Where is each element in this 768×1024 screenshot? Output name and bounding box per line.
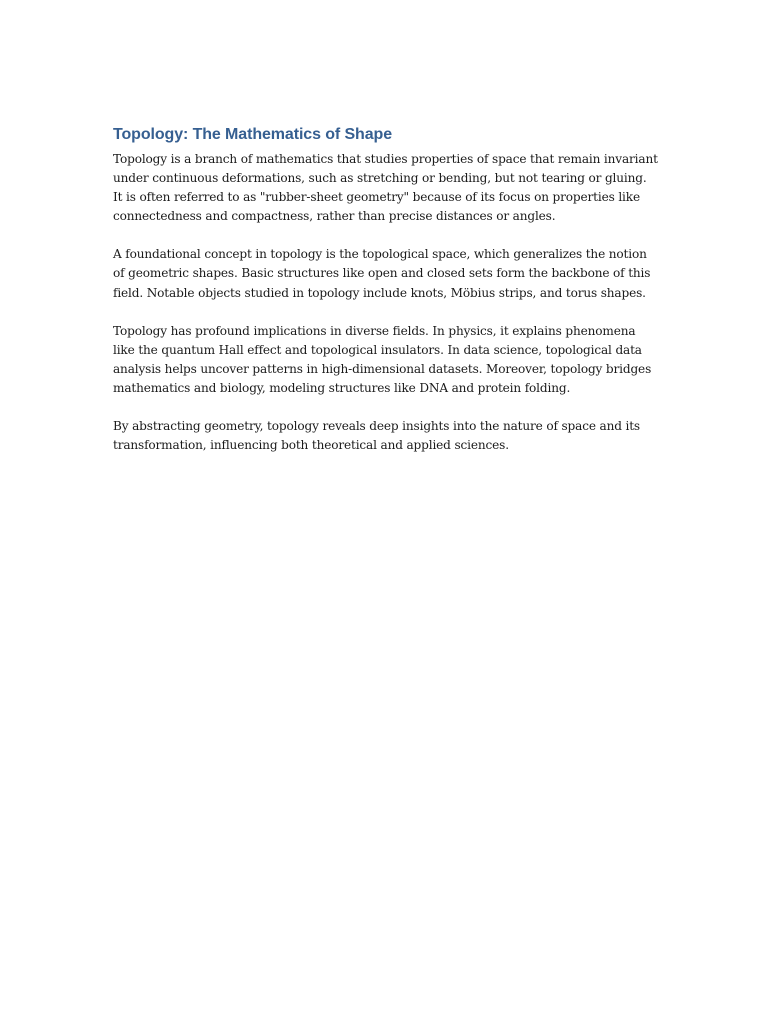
document-title: Topology: The Mathematics of Shape [113, 126, 392, 143]
paragraph-conclusion: By abstracting geometry, topology reveals deep insights into the nature of space and its transformation, influencing both theoretical and applied sciences. [113, 419, 640, 453]
paragraph-intro: Topology is a branch of mathematics that studies properties of space that remain invariant under continuous deformations, such as stretching or bending, but not tearing or gluing. It is often referred to as "rubber-sheet geometry" because of its focus on properties like connectedness and compactness, rather than precise distances or angles. [113, 152, 658, 224]
document-page [113, 124, 658, 474]
paragraph-foundations: A foundational concept in topology is the topological space, which generalizes the notion of geometric shapes. Basic structures like open and closed sets form the backbone of this field. Notable objects studied in topology include knots, Möbius strips, and torus shapes. [113, 247, 651, 300]
paragraph-applications: Topology has profound implications in diverse fields. In physics, it explains phenomena like the quantum Hall effect and topological insulators. In data science, topological data analysis helps uncover patterns in high-dimensional datasets. Moreover, topology bridges mathematics and biology, modeling structures like DNA and protein folding. [113, 323, 652, 395]
